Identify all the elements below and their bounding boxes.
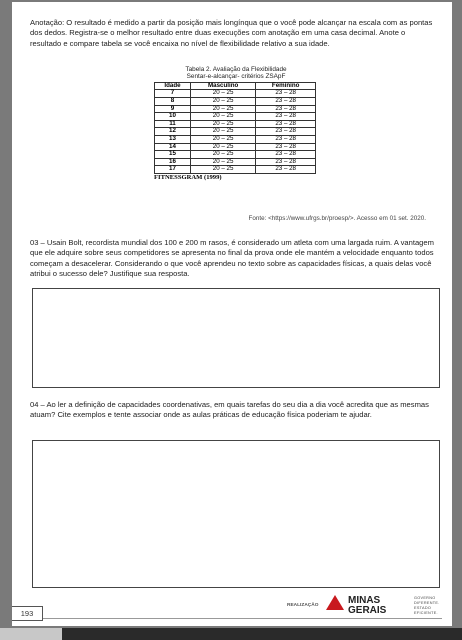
table-cell: 20 – 25 <box>190 90 255 98</box>
table-caption-subtitle: Sentar-e-alcançar- critérios ZSApF <box>186 73 286 81</box>
table-cell: 20 – 25 <box>190 158 255 166</box>
gov-line-3: ESTADO <box>414 606 432 610</box>
table-header-cell: Idade <box>155 82 191 90</box>
table-header-cell: Feminino <box>256 82 316 90</box>
table-row <box>155 98 316 106</box>
table-cell: 11 <box>155 120 191 128</box>
gov-line-2: DIFERENTE. <box>414 601 440 605</box>
table-cell: 12 <box>155 128 191 136</box>
table-cell: 23 – 28 <box>256 113 316 121</box>
viewer-bottom-edge <box>0 628 62 640</box>
table-cell: 8 <box>155 98 191 106</box>
table-cell: 10 <box>155 113 191 121</box>
document-page <box>12 2 452 626</box>
table-cell: 23 – 28 <box>256 166 316 174</box>
table-cell: 20 – 25 <box>190 113 255 121</box>
table-cell: 20 – 25 <box>190 120 255 128</box>
answer-box-03[interactable] <box>32 288 440 388</box>
table-cell: 7 <box>155 90 191 98</box>
table-cell: 23 – 28 <box>256 128 316 136</box>
table-cell: 23 – 28 <box>256 143 316 151</box>
viewer-bottom-bar <box>0 628 462 640</box>
question-04: 04 – Ao ler a definição de capacidades coordenativas, em quais tarefas do seu dia a dia você acredita que as mesmas atuam? Cite exemplos e tente associar onde as aulas práticas de educação física poderiam te ajudar. <box>30 400 429 420</box>
table-cell: 23 – 28 <box>256 151 316 159</box>
logo-line-1: MINAS <box>348 595 381 606</box>
table-cell: 9 <box>155 105 191 113</box>
table-cell: 23 – 28 <box>256 98 316 106</box>
table-cell: 20 – 25 <box>190 166 255 174</box>
table-cell: 20 – 25 <box>190 128 255 136</box>
flexibility-table <box>154 82 316 174</box>
table-cell: 13 <box>155 135 191 143</box>
footer-realizacao-label: REALIZAÇÃO <box>287 603 319 608</box>
table-cell: 20 – 25 <box>190 135 255 143</box>
logo-line-2: GERAIS <box>348 605 387 616</box>
table-cell: 23 – 28 <box>256 90 316 98</box>
flexibility-table-figure <box>154 66 318 181</box>
table-cell: 14 <box>155 143 191 151</box>
table-cell: 17 <box>155 166 191 174</box>
footer-divider <box>43 618 442 619</box>
table-caption-title: Tabela 2. Avaliação da Flexibilidade <box>185 66 287 73</box>
table-cell: 16 <box>155 158 191 166</box>
table-cell: 20 – 25 <box>190 151 255 159</box>
table-cell: 23 – 28 <box>256 105 316 113</box>
table-cell: 15 <box>155 151 191 159</box>
source-citation: Fonte: <https://www.ufrgs.br/proesp/>. Acesso em 01 set. 2020. <box>248 215 426 222</box>
table-row <box>155 135 316 143</box>
table-header-cell: Masculino <box>190 82 255 90</box>
answer-box-04[interactable] <box>32 440 440 588</box>
gov-line-4: EFICIENTE. <box>414 611 438 615</box>
table-cell: 23 – 28 <box>256 135 316 143</box>
page-number: 193 <box>12 606 43 621</box>
table-cell: 20 – 25 <box>190 98 255 106</box>
table-cell: 20 – 25 <box>190 143 255 151</box>
table-cell: 23 – 28 <box>256 120 316 128</box>
minas-gerais-logo-text <box>348 596 386 616</box>
intro-paragraph: Anotação: O resultado é medido a partir da posição mais longínqua que o você pode alcançar na escala com as pontas dos dedos. Registra-se o melhor resultado entre duas execuções com anotação em uma casa decimal. Anote o resultado e compare tabela se você encaixa no nível de flexibilidade relativo a sua idade. <box>30 18 433 48</box>
government-slogan <box>414 596 440 616</box>
gov-line-1: GOVERNO <box>414 596 436 600</box>
table-row <box>155 166 316 174</box>
table-cell: 23 – 28 <box>256 158 316 166</box>
table-body <box>155 90 316 174</box>
question-03: 03 – Usain Bolt, recordista mundial dos 100 e 200 m rasos, é considerado um atleta com uma largada ruim. A vantagem que ele adquire sobre seus competidores se apresenta no final da prova onde ele mantém a velocidade enquanto todos começam a desacelerar. Considerando o que você aprendeu no texto sobre as capacidades físicas, a quais delas você atribui o sucesso dele? Justifique sua resposta. <box>30 238 434 279</box>
table-cell: 20 – 25 <box>190 105 255 113</box>
table-footnote: FITNESSGRAM (1999) <box>154 173 222 181</box>
minas-gerais-logo-icon <box>326 595 344 610</box>
